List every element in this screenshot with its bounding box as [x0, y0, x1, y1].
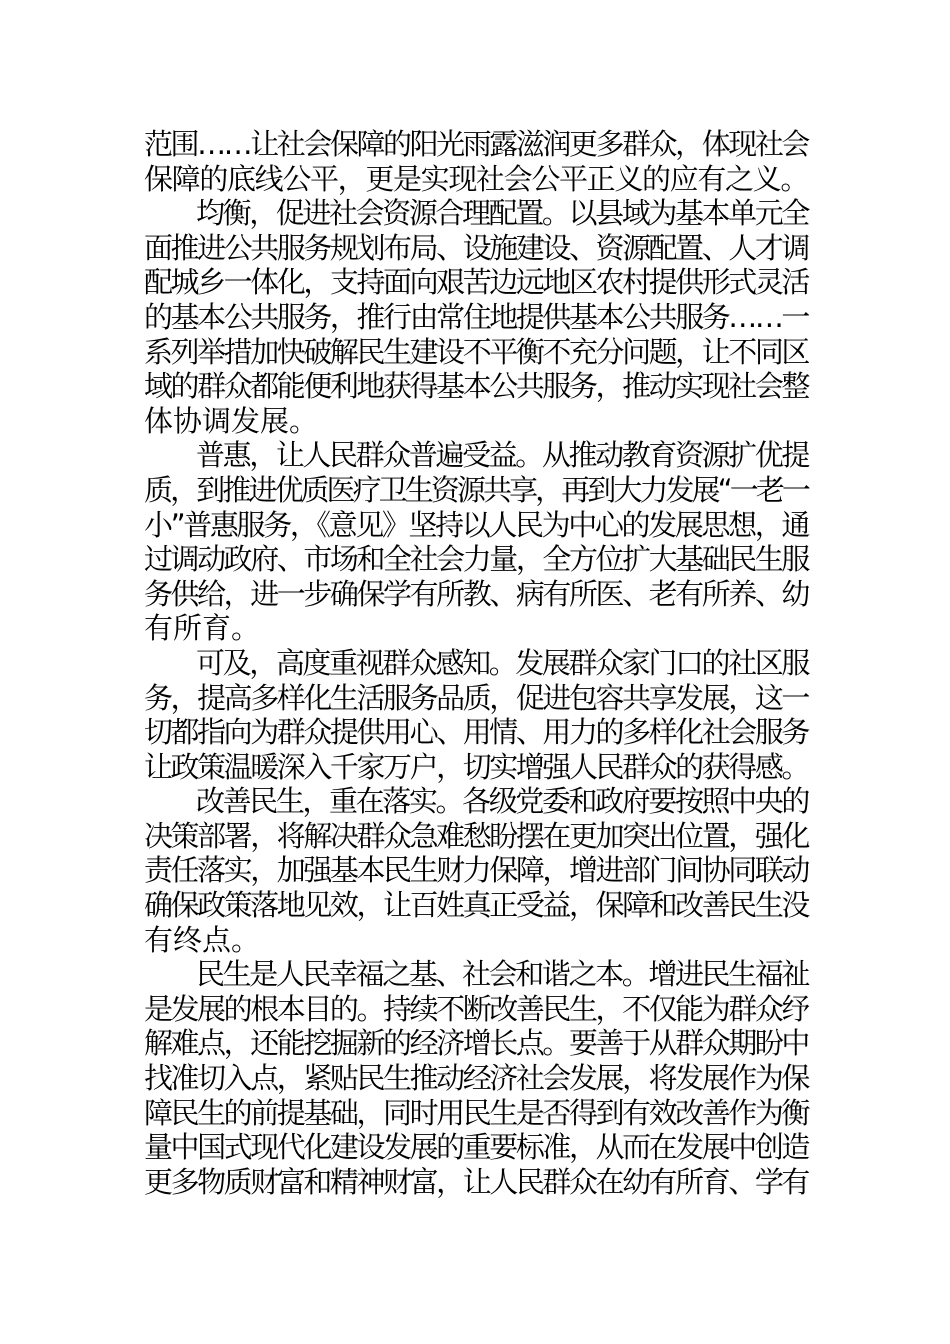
- text-line: 务，提高多样化生活服务品质，促进包容共享发展，这一: [144, 680, 808, 715]
- paragraph-first-line: 可及，高度重视群众感知。发展群众家门口的社区服: [196, 645, 808, 680]
- text-line: 系列举措加快破解民生建设不平衡不充分问题，让不同区: [144, 334, 808, 369]
- text-line: 的基本公共服务，推行由常住地提供基本公共服务……一: [144, 299, 808, 334]
- text-line: 责任落实，加强基本民生财力保障，增进部门间协同联动: [144, 853, 808, 888]
- text-line: 务供给，进一步确保学有所教、病有所医、老有所养、幼: [144, 576, 808, 611]
- paragraph-first-line: 民生是人民幸福之基、社会和谐之本。增进民生福祉: [196, 957, 808, 992]
- text-line: 找准切入点，紧贴民生推动经济社会发展，将发展作为保: [144, 1061, 808, 1096]
- text-line: 保障的底线公平，更是实现社会公平正义的应有之义。: [144, 161, 808, 196]
- text-line: 量中国式现代化建设发展的重要标准，从而在发展中创造: [144, 1130, 808, 1165]
- text-line: 面推进公共服务规划布局、设施建设、资源配置、人才调: [144, 230, 808, 265]
- article-body: [144, 127, 808, 1199]
- text-line: 小”普惠服务，《意见》坚持以人民为中心的发展思想，通: [144, 507, 808, 542]
- text-line: 障民生的前提基础，同时用民生是否得到有效改善作为衡: [144, 1095, 808, 1130]
- text-line: 决策部署，将解决群众急难愁盼摆在更加突出位置，强化: [144, 818, 808, 853]
- text-line: 域的群众都能便利地获得基本公共服务，推动实现社会整: [144, 369, 808, 404]
- text-line: 过调动政府、市场和全社会力量，全方位扩大基础民生服: [144, 542, 808, 577]
- text-line: 质，到推进优质医疗卫生资源共享，再到大力发展“一老一: [144, 472, 809, 507]
- paragraph-first-line: 普惠，让人民群众普遍受益。从推动教育资源扩优提: [196, 438, 808, 473]
- text-line: 范围……让社会保障的阳光雨露滋润更多群众，体现社会: [144, 127, 808, 161]
- paragraph-first-line: 均衡，促进社会资源合理配置。以县域为基本单元全: [196, 196, 808, 231]
- text-line: 配城乡一体化，支持面向艰苦边远地区农村提供形式灵活: [144, 265, 808, 300]
- text-line: 有所育。: [144, 611, 261, 646]
- text-line: 解难点，还能挖掘新的经济增长点。要善于从群众期盼中: [144, 1026, 808, 1061]
- text-line: 体协调发展。: [144, 403, 319, 438]
- text-line: 是发展的根本目的。持续不断改善民生，不仅能为群众纾: [144, 991, 808, 1026]
- text-line: 有终点。: [144, 922, 261, 957]
- paragraph-first-line: 改善民生，重在落实。各级党委和政府要按照中央的: [196, 784, 808, 819]
- text-line: 确保政策落地见效，让百姓真正受益，保障和改善民生没: [144, 888, 808, 923]
- text-line: 更多物质财富和精神财富，让人民群众在幼有所育、学有: [144, 1164, 808, 1199]
- text-line: 让政策温暖深入千家万户，切实增强人民群众的获得感。: [144, 749, 808, 784]
- text-line: 切都指向为群众提供用心、用情、用力的多样化社会服务: [144, 715, 808, 750]
